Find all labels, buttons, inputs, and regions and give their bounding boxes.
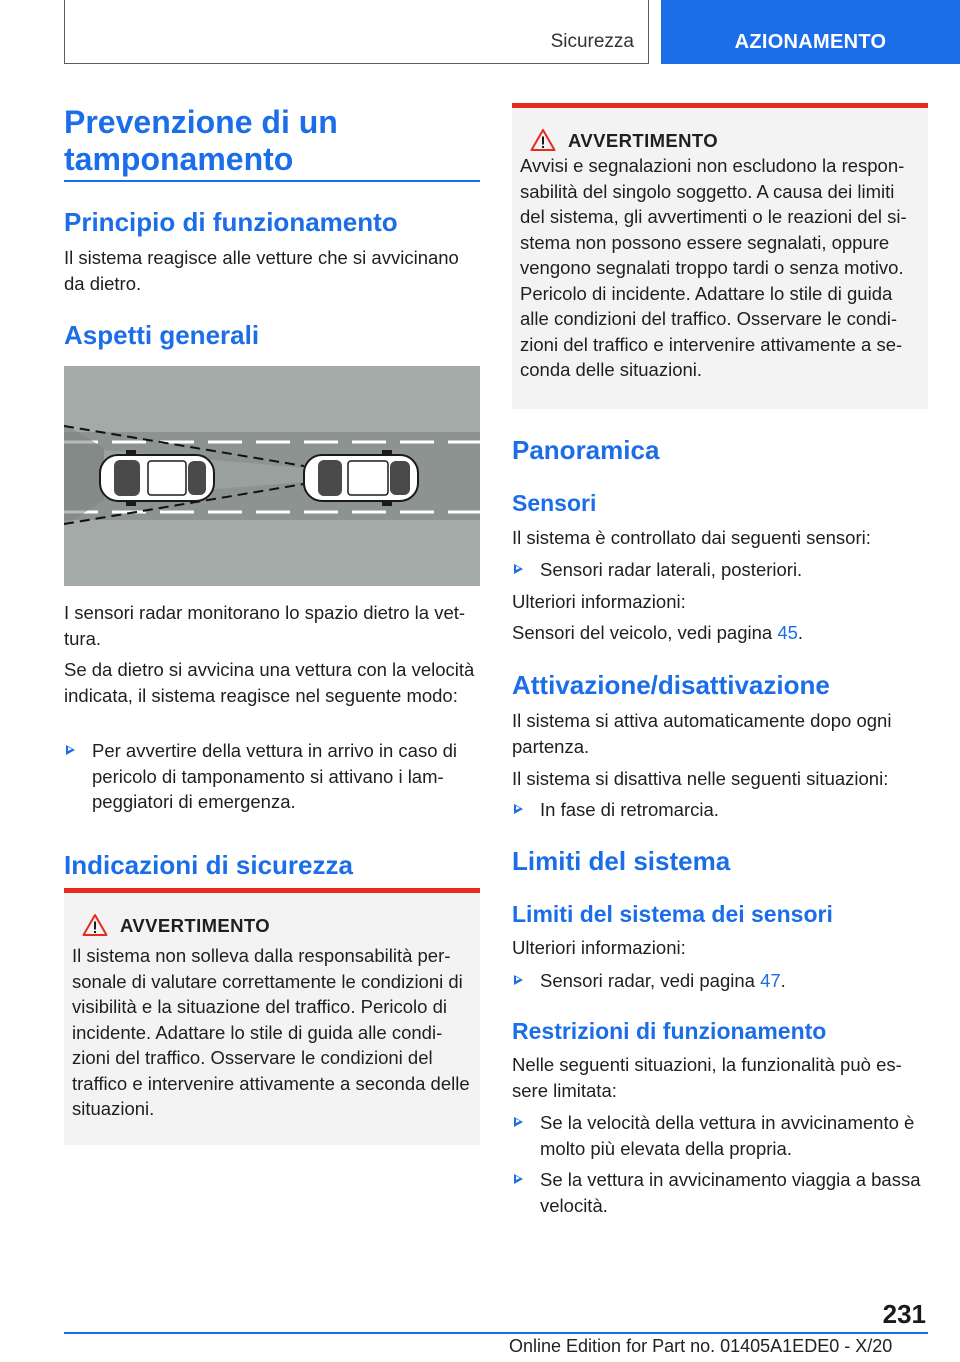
figure-caption: I sensori radar monitorano lo spazio dietro la vettura. [64, 602, 466, 649]
warning-triangle-icon [530, 128, 556, 152]
warning-box [64, 888, 480, 1145]
list-item-text: In fase di retromarcia. [540, 799, 719, 820]
warning-title: AVVERTIMENTO [120, 915, 271, 936]
sensor-limits-heading: Limiti del sistema dei sensori [512, 901, 833, 927]
list-item [64, 738, 480, 815]
bullet-triangle-icon [514, 804, 523, 814]
bullet-triangle-icon [514, 1117, 523, 1127]
restrictions-text: Nelle seguenti situazioni, la funzionalità può essere limitata: [512, 1054, 902, 1101]
radar-diagram [64, 366, 480, 586]
warning-title: AVVERTIMENTO [568, 130, 719, 151]
sensors-heading: Sensori [512, 490, 597, 516]
page-link-45[interactable]: 45 [777, 622, 798, 643]
own-car-icon [304, 450, 418, 506]
bullet-triangle-icon [66, 745, 75, 755]
radar-illustration [64, 366, 480, 586]
activation-heading: Attivazione/disattivazione [512, 670, 830, 700]
approach-text: Se da dietro si avvicina una vettura con la velocità indicata, il sistema reagisce nel seguente modo: [64, 659, 475, 706]
list-item-text: Se la vettura in avvicinamento viaggia a bassa velocità. [540, 1169, 921, 1216]
list-item-text: Se la velocità della vettura in avvicinamento è molto più elevata della propria. [540, 1112, 915, 1159]
safety-heading: Indicazioni di sicurezza [64, 850, 353, 880]
chapter-label: AZIONAMENTO [734, 31, 887, 53]
section-label: Sicurezza [550, 31, 634, 52]
page-number: 231 [882, 1299, 926, 1329]
chapter-tab [661, 0, 960, 64]
bullet-triangle-icon [514, 564, 523, 574]
limits-heading: Limiti del sistema [512, 846, 731, 876]
title-rule [64, 180, 480, 182]
page-link-47[interactable]: 47 [760, 970, 781, 991]
warning-triangle-icon [82, 913, 108, 937]
warning-text: Il sistema non solleva dalla responsabilità personale di valutare correttamente le condizioni di visibilità e la situazione del traffico. Pericolo di incidente. Adattare lo stile di guida alle condizioni del traffico. Osservare le condizioni del traffico e intervenire attivamente a seconda delle situazioni. [72, 945, 470, 1119]
sensors-text: Il sistema è controllato dai seguenti sensori: [512, 527, 871, 548]
more-info-label: Ulteriori informazioni: [512, 591, 686, 612]
bullet-triangle-icon [514, 975, 523, 985]
approaching-car-icon [100, 450, 214, 506]
warning-box [512, 103, 928, 409]
more-info-label: Ulteriori informazioni: [512, 937, 686, 958]
list-item [512, 557, 928, 583]
list-item [512, 968, 928, 994]
general-heading: Aspetti generali [64, 320, 260, 350]
principle-heading: Principio di funzionamento [64, 207, 398, 237]
activation-text: Il sistema si attiva automaticamente dopo ogni partenza. [512, 710, 892, 757]
principle-text: Il sistema reagisce alle vetture che si avvicinano da dietro. [64, 247, 459, 294]
warning-text: Avvisi e segnalazioni non escludono la responsabilità del singolo soggetto. A causa dei limiti del sistema, gli avvertimenti o le reazioni del sistema non possono essere segnalati, oppure vengono segnalati troppo tardi o senza motivo. Pericolo di incidente. Adattare lo stile di guida alle condizioni del traffico. Osservare le condizioni del traffico e intervenire attivamente a seconda delle situazioni. [520, 155, 907, 380]
overview-heading: Panoramica [512, 435, 660, 465]
list-item [512, 797, 928, 823]
running-header [64, 0, 649, 64]
list-item [512, 1167, 928, 1218]
list-item-text: Per avvertire della vettura in arrivo in caso di pericolo di tamponamento si attivano i lampeggiatori di emergenza. [92, 740, 458, 812]
page-title: Prevenzione di un tamponamento [64, 104, 338, 177]
restrictions-heading: Restrizioni di funzionamento [512, 1018, 827, 1044]
list-item-text: Sensori radar, vedi pagina 47. [540, 970, 786, 991]
edition-label: Online Edition for Part no. 01405A1EDE0 - X/20 [509, 1336, 893, 1356]
bullet-triangle-icon [514, 1174, 523, 1184]
list-item [512, 1110, 928, 1161]
deactivation-text: Il sistema si disattiva nelle seguenti situazioni: [512, 768, 889, 789]
sensors-reference: Sensori del veicolo, vedi pagina 45. [512, 622, 804, 643]
footer-rule [64, 1332, 928, 1334]
list-item-text: Sensori radar laterali, posteriori. [540, 559, 803, 580]
